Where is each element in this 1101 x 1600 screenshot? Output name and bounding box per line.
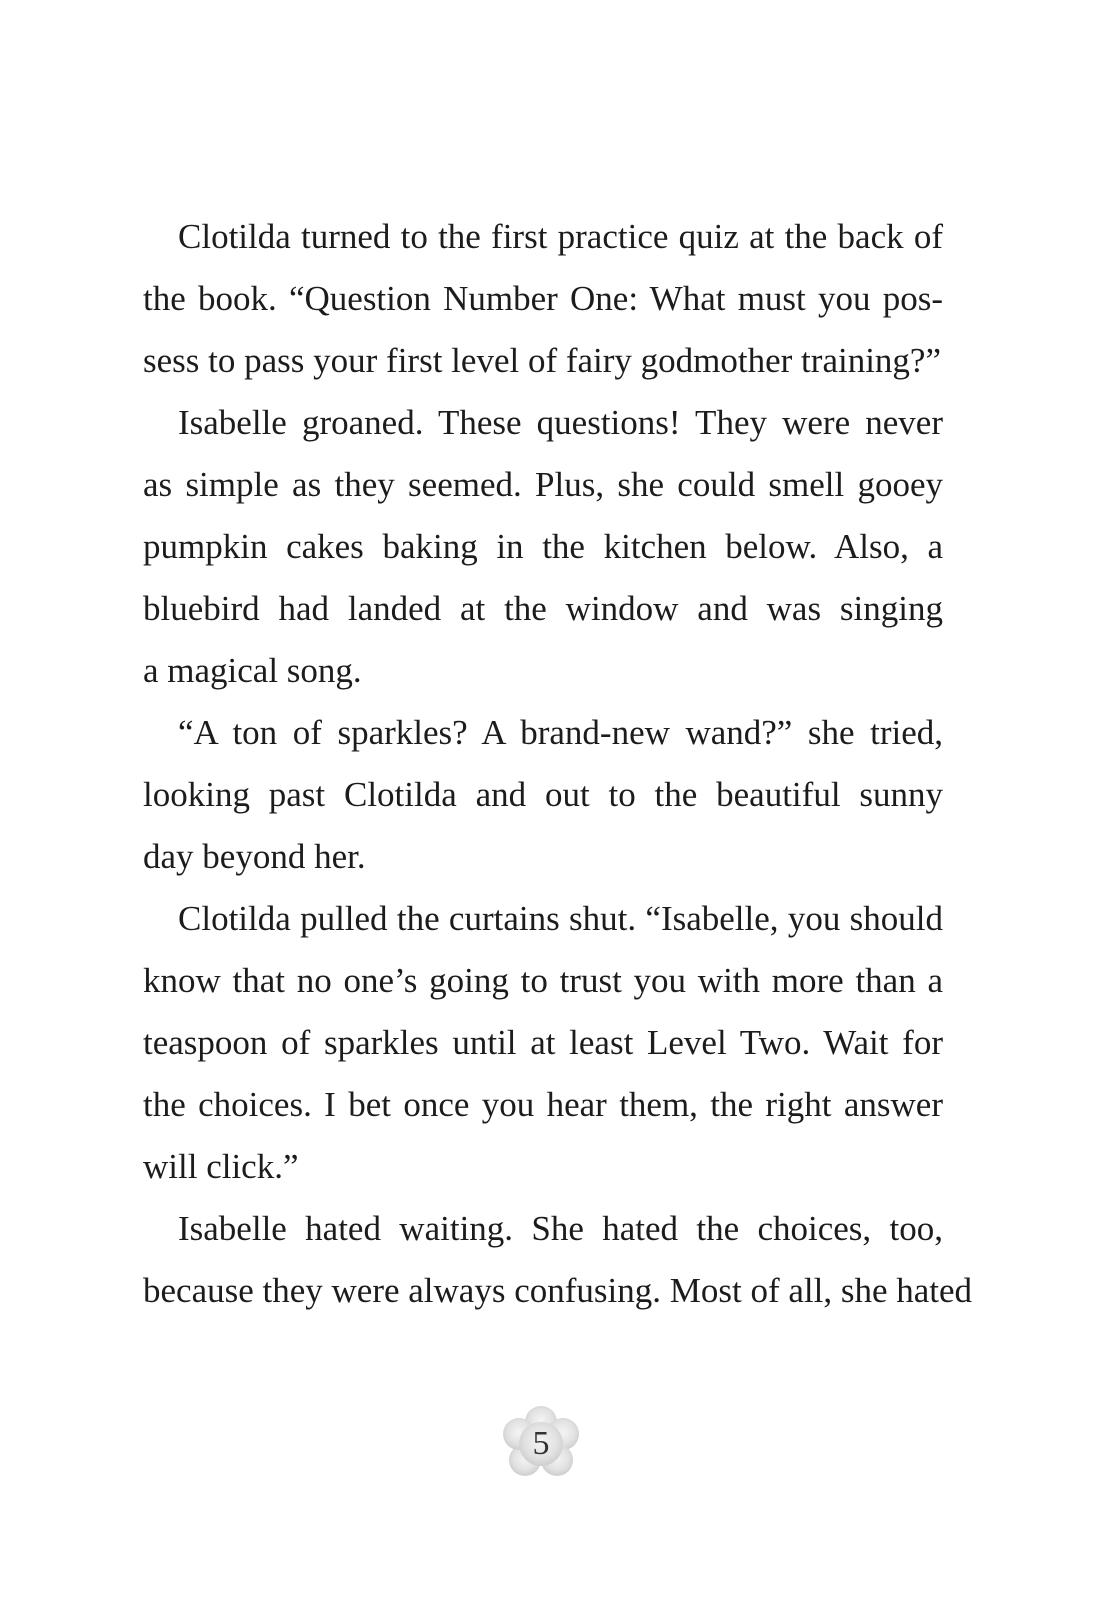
text-line: looking past Clotilda and out to the beautiful sunny	[143, 775, 943, 814]
body-text	[143, 206, 973, 1322]
text-line: pumpkin cakes baking in the kitchen below. Also, a	[143, 527, 943, 566]
text-line: sess to pass your first level of fairy godmother training?”	[143, 341, 941, 380]
text-line: will click.”	[143, 1147, 299, 1186]
paragraph-first-line: Isabelle groaned. These questions! They were never	[178, 403, 943, 442]
text-line: as simple as they seemed. Plus, she could smell gooey	[143, 465, 943, 504]
text-line: because they were always confusing. Most of all, she hated	[143, 1271, 973, 1310]
page-number-badge	[501, 1406, 581, 1482]
text-line: bluebird had landed at the window and was singing	[143, 589, 943, 628]
paragraph-first-line: “A ton of sparkles? A brand-new wand?” she tried,	[178, 713, 943, 752]
text-line: day beyond her.	[143, 837, 366, 876]
paragraph-first-line: Clotilda turned to the first practice quiz at the back of	[178, 217, 943, 256]
paragraph-first-line: Isabelle hated waiting. She hated the choices, too,	[178, 1209, 943, 1248]
text-line: teaspoon of sparkles until at least Level Two. Wait for	[143, 1023, 943, 1062]
text-line: the book. “Question Number One: What must you pos-	[143, 279, 943, 318]
text-line: the choices. I bet once you hear them, the right answer	[143, 1085, 943, 1124]
text-line: know that no one’s going to trust you with more than a	[143, 961, 943, 1000]
page-number: 5	[532, 1425, 550, 1462]
text-line: a magical song.	[143, 651, 362, 690]
paragraph-first-line: Clotilda pulled the curtains shut. “Isabelle, you should	[178, 899, 943, 938]
